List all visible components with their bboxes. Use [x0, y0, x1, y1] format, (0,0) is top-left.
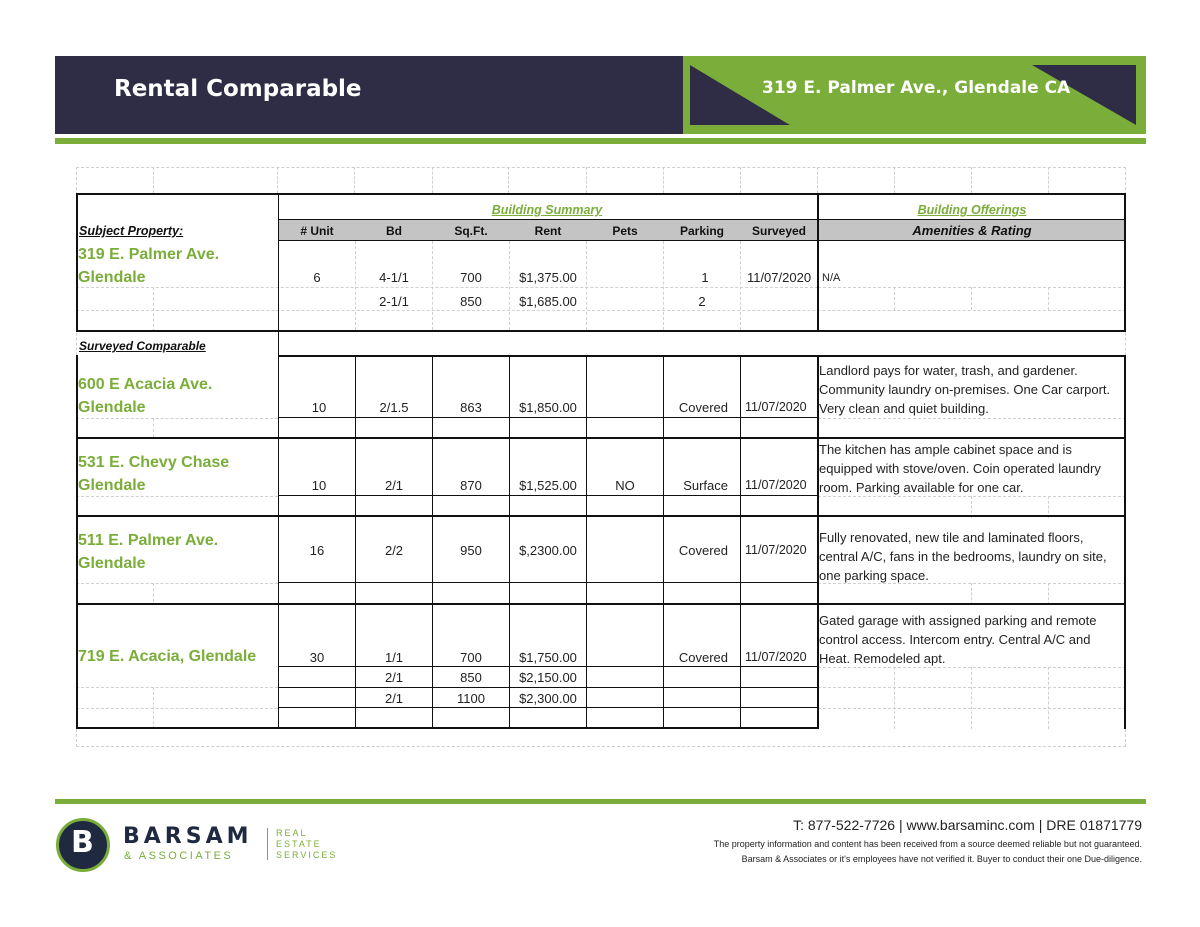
logo-subtitle: & ASSOCIATES: [124, 850, 234, 862]
subject-name: [78, 243, 219, 289]
grid-line: [153, 687, 154, 729]
subject-units: 6: [313, 270, 321, 285]
contact-line: T: 877-522-7726 | www.barsaminc.com | DRE 01871779: [793, 817, 1142, 833]
logo-letter: B: [71, 825, 94, 860]
comp-4-row-3-sqft: 1100: [457, 691, 485, 706]
grid-line: [663, 241, 664, 330]
grid-line: [817, 167, 818, 193]
grid-line: [153, 287, 154, 332]
grid-line: [894, 287, 895, 310]
logo-tagline-2: ESTATE: [276, 839, 322, 849]
comp-4-row-1-rent: $1,750.00: [519, 650, 577, 665]
comp-4-row-1-parking: Covered: [678, 650, 728, 665]
comp-2-rent: $1,525.00: [519, 478, 577, 493]
grid-line: [971, 167, 972, 193]
grid-line: [1048, 287, 1049, 310]
comp-2-parking: Surface: [683, 478, 728, 493]
grid-line: [432, 241, 433, 330]
subject-name-line2: Glendale: [78, 269, 146, 286]
subject-row-1-bd: 4-1/1: [379, 270, 409, 285]
grid-line: [971, 583, 972, 605]
comp-3-rent: $,2300.00: [519, 543, 577, 558]
table-border: [509, 355, 510, 729]
table-border: [817, 193, 819, 332]
comp-3-description: Fully renovated, new tile and laminated floors, central A/C, fans in the bedrooms, laundry on site, one parking space.: [819, 530, 1107, 583]
col-header-bd: Bd: [386, 224, 402, 238]
footer-rule: [55, 799, 1146, 804]
comp-2-bd: 2/1: [384, 478, 404, 493]
table-border: [76, 193, 1126, 195]
building-offerings-header: Building Offerings: [917, 203, 1027, 217]
table-border: [586, 355, 587, 729]
table-border: [278, 666, 818, 667]
table-border: [355, 355, 356, 729]
comp-3-bd: 2/2: [384, 543, 404, 558]
subject-property-label: Subject Property:: [79, 224, 184, 238]
subject-row-1-surveyed: 11/07/2020: [746, 270, 812, 285]
subject-name-line1: 319 E. Palmer Ave.: [78, 246, 220, 263]
grid-line: [663, 167, 664, 193]
col-header-rent: Rent: [534, 224, 562, 238]
grid-line: [509, 241, 510, 330]
subject-row-1-rent: $1,375.00: [519, 270, 577, 285]
table-border: [278, 495, 818, 496]
page-title: Rental Comparable: [114, 76, 362, 102]
comp-2-description: The kitchen has ample cabinet space and is equipped with stove/oven. Coin operated laundry room. Parking available for one car.: [819, 442, 1101, 495]
grid-line: [818, 287, 1126, 288]
grid-line: [1048, 167, 1049, 193]
comp-4-row-3-rent: $2,300.00: [519, 691, 577, 706]
surveyed-comparable-label: Surveyed Comparable: [79, 339, 206, 353]
grid-line: [971, 287, 972, 310]
building-summary-header: Building Summary: [491, 203, 603, 217]
col-header-parking: Parking: [679, 224, 725, 238]
comp-1-sqft: 863: [460, 400, 482, 415]
table-border: [740, 355, 741, 729]
comp-3-surveyed: 11/07/2020: [745, 543, 807, 557]
grid-line: [586, 167, 587, 193]
comp-2-name: [78, 451, 229, 497]
table-border: [76, 437, 1126, 439]
logo-name: BARSAM: [123, 824, 253, 849]
table-border: [76, 515, 1126, 517]
table-border: [278, 687, 818, 688]
col-header-units: # Unit: [300, 224, 334, 238]
subject-row-2-parking: 2: [698, 294, 706, 309]
col-header-surveyed: Surveyed: [751, 224, 807, 238]
comp-2-name-line2: Glendale: [78, 477, 146, 494]
comp-3-units: 16: [309, 543, 325, 558]
table-border: [278, 193, 279, 729]
comp-1-parking: Covered: [678, 400, 728, 415]
comp-1-rent: $1,850.00: [519, 400, 577, 415]
table-border: [278, 240, 1126, 241]
grid-line: [818, 708, 1126, 709]
logo-divider: [267, 828, 268, 860]
comp-4-row-3-bd: 2/1: [384, 691, 404, 706]
table-border: [278, 582, 818, 583]
table-border: [278, 219, 1126, 220]
disclaimer-line-1: The property information and content has been received from a source deemed reliable but not guaranteed.: [713, 839, 1142, 849]
comp-4-units: 30: [309, 650, 325, 665]
grid-line: [76, 583, 278, 584]
comp-2-sqft: 870: [460, 478, 482, 493]
grid-line: [740, 167, 741, 193]
subject-row-2-sqft: 850: [460, 294, 482, 309]
comp-4-description: Gated garage with assigned parking and remote control access. Intercom entry. Central A/C and Heat. Remodeled apt.: [819, 613, 1097, 666]
disclaimer-line-2: Barsam & Associates or it's employees have not verified it. Buyer to conduct their one Due-diligence.: [741, 854, 1142, 864]
table-border: [76, 603, 1126, 605]
header-rule: [55, 138, 1146, 144]
comp-1-name-line1: 600 E Acacia Ave.: [78, 376, 213, 393]
table-border: [278, 417, 818, 418]
table-border: [432, 355, 433, 729]
grid-line: [277, 167, 278, 193]
comp-3-name-line1: 511 E. Palmer Ave.: [78, 532, 219, 549]
subject-row-1-parking: 1: [701, 270, 709, 285]
comp-2-name-line1: 531 E. Chevy Chase: [78, 454, 230, 471]
comp-1-name-line2: Glendale: [78, 399, 146, 416]
comp-1-description: Landlord pays for water, trash, and gardener. Community laundry on-premises. One Car carport. Very clean and quiet building.: [819, 363, 1111, 416]
comp-4-name: 719 E. Acacia, Glendale: [78, 648, 257, 665]
table-border: [1124, 193, 1126, 332]
grid-line: [1048, 667, 1049, 729]
comp-2-surveyed: 11/07/2020: [745, 478, 807, 492]
table-border: [663, 355, 664, 729]
comp-1-surveyed: 11/07/2020: [745, 400, 807, 414]
comp-1-bd: 2/1.5: [379, 400, 409, 415]
comp-4-row-1-bd: 1/1: [384, 650, 404, 665]
grid-line: [76, 310, 1126, 311]
grid-line: [1048, 583, 1049, 605]
comp-4-row-1-surveyed: 11/07/2020: [745, 650, 807, 664]
logo-tagline-3: SERVICES: [276, 850, 338, 860]
comp-3-name: [78, 529, 218, 575]
comp-1-name: [78, 373, 212, 419]
subject-address: 319 E. Palmer Ave., Glendale CA: [762, 78, 1071, 98]
comp-3-sqft: 950: [460, 543, 482, 558]
comp-4-row-1-sqft: 700: [460, 650, 482, 665]
subject-row-2-rent: $1,685.00: [519, 294, 577, 309]
grid-line: [153, 418, 154, 437]
grid-line: [894, 667, 895, 729]
col-header-amenities: Amenities & Rating: [912, 223, 1032, 238]
col-header-sqft: Sq.Ft.: [454, 224, 488, 238]
table-border: [278, 707, 818, 708]
grid-line: [76, 687, 278, 688]
table-border: [278, 355, 1126, 357]
grid-line: [818, 687, 1126, 688]
grid-line: [76, 708, 278, 709]
grid-line: [894, 167, 895, 193]
comp-3-name-line2: Glendale: [78, 555, 146, 572]
subject-amenities: N/A: [822, 272, 841, 284]
grid-line: [508, 167, 509, 193]
table-border: [76, 727, 818, 729]
grid-line: [153, 583, 154, 602]
grid-line: [354, 167, 355, 193]
comp-4-row-2-rent: $2,150.00: [519, 670, 577, 685]
grid-line: [432, 167, 433, 193]
grid-line: [971, 667, 972, 729]
table-border: [76, 330, 1126, 332]
grid-line: [355, 241, 356, 330]
grid-line: [818, 418, 1126, 419]
comp-2-pets: NO: [615, 478, 635, 493]
col-header-pets: Pets: [612, 224, 638, 238]
logo-tagline-1: REAL: [276, 828, 308, 838]
comp-2-units: 10: [311, 478, 327, 493]
comp-4-row-2-sqft: 850: [460, 670, 482, 685]
subject-row-1-sqft: 700: [460, 270, 482, 285]
grid-line: [586, 241, 587, 330]
subject-row-2-bd: 2-1/1: [379, 294, 409, 309]
comp-1-units: 10: [311, 400, 327, 415]
grid-line: [153, 167, 154, 193]
comp-4-row-2-bd: 2/1: [384, 670, 404, 685]
grid-line: [740, 241, 741, 330]
rental-comparable-table: [76, 193, 1126, 729]
comp-3-parking: Covered: [678, 543, 728, 558]
